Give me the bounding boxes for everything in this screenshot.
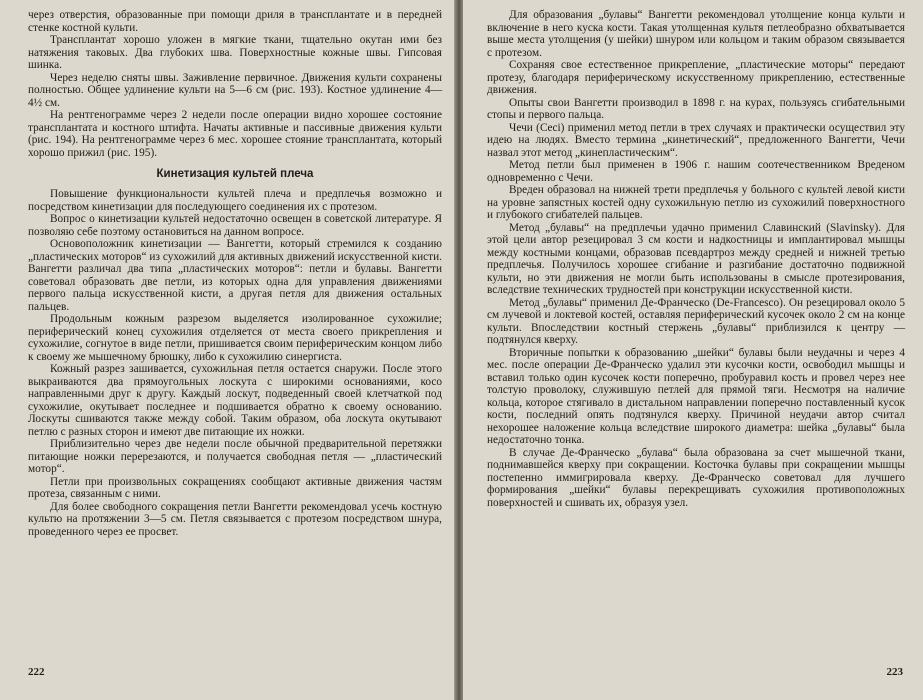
book-gutter <box>455 0 463 700</box>
paragraph: На рентгенограмме через 2 недели после операции видно хорошее состояние трансплантата и костного штифта. Начаты активные и пассивные движения культи (рис. 194). На рентгенограмме через 6 мес. хорошее стояние трансплантата, который хорошо прижил (рис. 195). <box>28 109 442 159</box>
paragraph: Приблизительно через две недели после обычной предварительной перетяжки питающие ножки перерезаются, и получается свободная петля — „пластический мотор“. <box>28 438 442 475</box>
paragraph: Для образования „булавы“ Вангетти рекомендовал утолщение конца культи и включение в него куска кости. Такая утолщенная культя петлеобразно обхватывается выше места утолщения (у шейки) шнуром или кольцом и таким образом связывается с протезом. <box>487 9 905 59</box>
paragraph: Чечи (Ceci) применил метод петли в трех случаях и практически осуществил эту идею на людях. Вместо термина „кинетический“, предложенного Вангетти, Чечи назвал этот метод „кинепластическим“. <box>487 121 905 159</box>
paragraph: Трансплантат хорошо уложен в мягкие ткани, тщательно окутан ими без натяжения таковых. Два глубоких шва. Поверхностные кожные швы. Гипсовая шинка. <box>28 34 442 71</box>
paragraph: Повышение функциональности культей плеча и предплечья возможно и посредством кинетизации для последующего соединения их с протезом. <box>28 188 442 213</box>
right-page <box>463 0 923 700</box>
paragraph: Сохраняя свое естественное прикрепление, „пластические моторы“ передают протезу, благодаря периферическому искусственному прикреплению, естественные движения. <box>487 59 905 96</box>
left-page <box>0 0 455 700</box>
paragraph: Вреден образовал на нижней трети предплечья у больного с культей левой кисти на уровне запястных костей одну сухожильную петлю из сухожилий поверхностного и глубокого сгибателей пальцев. <box>487 184 905 221</box>
paragraph: В случае Де-Франческо „булава“ была образована за счет мышечной ткани, поднимавшейся кверху при сокращении. Косточка булавы при сокращении мышцы постепенно иммигрировала кверху. Де-Франческо советовал для лучшего формирования „шейки“ булавы перекрещивать сухожилия противоположных поверхностей и сшивать их, образуя узел. <box>487 446 905 509</box>
paragraph: Вторичные попытки к образованию „шейки“ булавы были неудачны и через 4 мес. после операции Де-Франческо удалил эти кусочки кости, освободил мышцы и вставил только один кусочек кости поперечно, пробуравил кость и провел через нее толстую проволоку, служившую петлей для прямой тяги. Несмотря на наличие кольца, которое стягивало в дистальном направлении поперечно поставленный кусок кости, последний опять подтянулся кверху. Причиной неудачи автор считал нехорошее наложение кольца вследствие широкого диаметра: шейка „булавы“ была недостаточно тонка. <box>487 346 905 446</box>
page-number: 223 <box>886 666 903 678</box>
paragraph: Метод „булавы“ на предплечьи удачно применил Славинский (Slavinsky). Для этой цели автор резецировал 3 см кости и надкостницы и имплантировал мышцы между костными концами, образовав псевдартроз между средней и нижней третью предплечья. Получилось хорошее сгибание и разгибание достаточно подвижной культи, но эти движения не могли быть использованы в смысле протезирования, вследствие технических трудностей при конструкции искусственной кисти. <box>487 221 905 296</box>
paragraph: Кожный разрез зашивается, сухожильная петля остается снаружи. После этого выкраиваются два прямоугольных лоскута с широкими основаниями, косо направленными друг к другу. Каждый лоскут, подведенный своей клетчаткой под сухожилие, окутывает последнее и подшивается обратно к своему основанию. Лоскуты сшиваются также между собой. Таким образом, оба лоскута окутывают петлю с разных сторон и имеют две питающие их ножки. <box>28 363 442 438</box>
paragraph: через отверстия, образованные при помощи дриля в трансплантате и в передней стенке костной культи. <box>28 9 442 34</box>
paragraph: Петли при произвольных сокращениях сообщают активные движения частям протеза, связанным с ними. <box>28 475 442 500</box>
paragraph: Через неделю сняты швы. Заживление первичное. Движения культи сохранены полностью. Общее удлинение культи на 5—6 см (рис. 193). Костное удлинение 4—4½ см. <box>28 71 442 109</box>
page-number: 222 <box>28 666 45 678</box>
paragraph: Основоположник кинетизации — Вангетти, который стремился к созданию „пластических моторов“ из сухожилий для активных движений искусственной кисти. Вангетти различал два типа „пластических моторов“: петли и булавы. Вангетти советовал образовать две петли, из которых одна для управления движениями первого пальца искусственной кисти, а другая петля для движения остальных пальцев. <box>28 238 442 313</box>
paragraph: Метод петли был применен в 1906 г. нашим соотечественником Вреденом одновременно с Чечи. <box>487 159 905 184</box>
paragraph: Опыты свои Вангетти производил в 1898 г. на курах, пользуясь сгибательными стопы и первого пальца. <box>487 96 905 121</box>
paragraph: Продольным кожным разрезом выделяется изолированное сухожилие; периферический конец сухожилия отделяется от места своего прикрепления и сухожилие, согнутое в виде петли, пришивается своим периферическим концом либо к своему же мышечному брюшку, либо к сухожилию синергиста. <box>28 313 442 363</box>
paragraph: Метод „булавы“ применил Де-Франческо (De-Francesco). Он резецировал около 5 см лучевой и локтевой костей, оставляя периферический кусочек около 2 см на конце культи. Впоследствии костный стержень „булавы“ приблизился к центру — подтянулся кверху. <box>487 296 905 346</box>
paragraph: Вопрос о кинетизации культей недостаточно освещен в советской литературе. Я позволяю себе поэтому остановиться на данном вопросе. <box>28 213 442 238</box>
paragraph: Для более свободного сокращения петли Вангетти рекомендовал усечь костную культю на протяжении 3—5 см. Петля связывается с протезом посредством шнура, проведенного через ее просвет. <box>28 500 442 538</box>
section-heading: Кинетизация культей плеча <box>156 168 314 180</box>
